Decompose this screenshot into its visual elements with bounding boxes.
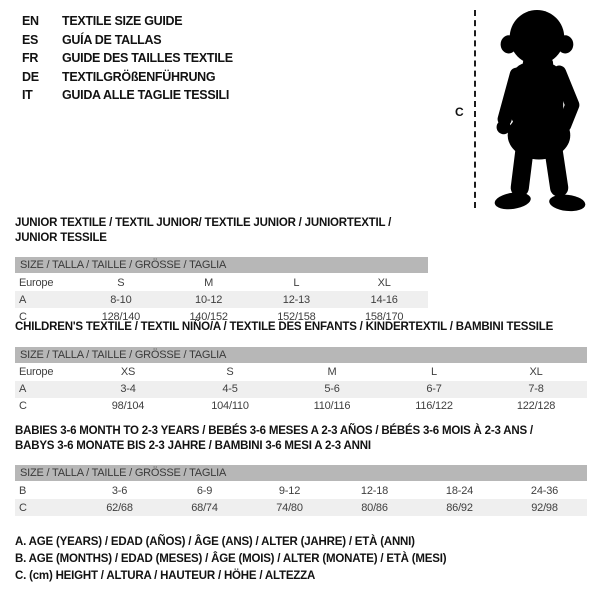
lang-title: GUÍA DE TALLAS (62, 32, 162, 47)
language-title-block (22, 12, 233, 105)
size-cell: 12-18 (360, 484, 389, 497)
row-label: C (19, 501, 27, 514)
baby-silhouette-icon (484, 6, 598, 214)
size-cell: 92/98 (531, 501, 558, 514)
size-cell: XL (377, 276, 391, 289)
table-row (15, 274, 428, 291)
lang-title: GUIDE DES TAILLES TEXTILE (62, 51, 233, 66)
size-cell: 86/92 (446, 501, 473, 514)
size-cell: 3-4 (120, 383, 136, 395)
size-cell: L (293, 276, 300, 289)
lang-title: TEXTILGRÖßENFÜHRUNG (62, 69, 216, 84)
size-cell: 62/68 (106, 501, 133, 514)
lang-title: GUIDA ALLE TAGLIE TESSILI (62, 88, 230, 103)
table-title: CHILDREN'S TEXTILE / TEXTIL NIÑO/A / TEXTILE DES ENFANTS / KINDERTEXTIL / BAMBINI TESSILE (15, 321, 554, 333)
table-title: BABIES 3-6 MONTH TO 2-3 YEARS / BEBÉS 3-6 MESES A 2-3 AÑOS / BÉBÉS 3-6 MOIS À 2-3 ANS / BABYS 3-6 MONATE BIS 2-3 JAHRE / BAMBINI 3-6 MESI A 2-3 ANNI (15, 425, 533, 452)
size-cell: 5-6 (324, 383, 340, 395)
legend-notes (15, 534, 446, 585)
height-dashed-line-icon (474, 10, 476, 208)
children-size-table (15, 364, 587, 415)
table-row (15, 499, 587, 516)
lang-code: EN (22, 14, 39, 29)
lang-code: DE (22, 69, 39, 84)
note-age-months: B. AGE (MONTHS) / EDAD (MESES) / ÂGE (MOIS) / ALTER (MONATE) / ETÀ (MESI) (15, 553, 447, 565)
lang-row-fr (22, 49, 233, 68)
size-cell: 18-24 (445, 484, 474, 497)
size-cell: M (204, 276, 214, 289)
lang-row-de (22, 68, 233, 87)
note-height-cm: C. (cm) HEIGHT / ALTURA / HAUTEUR / HÖHE / ALTEZZA (15, 570, 316, 582)
size-cell: 68/74 (191, 501, 218, 514)
size-cell: 3-6 (111, 484, 128, 497)
size-header-bar: SIZE / TALLA / TAILLE / GRÖSSE / TAGLIA (15, 347, 587, 363)
size-cell: L (431, 366, 437, 378)
size-cell: 110/116 (313, 400, 351, 412)
size-cell: 14-16 (370, 293, 398, 306)
size-cell: XL (529, 366, 543, 378)
table-row (15, 398, 587, 415)
size-header-bar: SIZE / TALLA / TAILLE / GRÖSSE / TAGLIA (15, 257, 428, 273)
size-cell: 9-12 (278, 484, 301, 497)
note-age-years: A. AGE (YEARS) / EDAD (AÑOS) / ÂGE (ANS) / ALTER (JAHRE) / ETÀ (ANNI) (15, 536, 415, 548)
size-cell: 10-12 (195, 293, 223, 306)
row-label: A (19, 383, 27, 395)
row-label: B (19, 484, 27, 497)
junior-textile-section (15, 216, 428, 325)
size-cell: 12-13 (282, 293, 310, 306)
table-row (15, 364, 587, 381)
children-textile-section (15, 320, 587, 415)
row-label: Europe (19, 276, 54, 289)
size-cell: 152/158 (277, 310, 316, 323)
row-label: C (19, 310, 27, 323)
babies-size-table (15, 482, 587, 516)
table-title: JUNIOR TEXTILE / TEXTIL JUNIOR/ TEXTILE JUNIOR / JUNIORTEXTIL / JUNIOR TESSILE (15, 217, 392, 244)
size-cell: 128/140 (101, 310, 141, 323)
lang-code: IT (22, 88, 33, 103)
row-label: Europe (19, 366, 54, 378)
lang-row-en (22, 12, 233, 31)
size-cell: XS (120, 366, 136, 378)
size-cell: 6-9 (196, 484, 213, 497)
height-c-label: C (455, 105, 464, 119)
size-cell: 98/104 (111, 400, 145, 412)
size-header-bar: SIZE / TALLA / TAILLE / GRÖSSE / TAGLIA (15, 465, 587, 481)
lang-code: ES (22, 32, 39, 47)
size-cell: 122/128 (516, 400, 556, 412)
table-row (15, 381, 587, 398)
size-cell: 80/86 (361, 501, 388, 514)
size-cell: 116/122 (415, 400, 453, 412)
size-cell: 4-5 (222, 383, 238, 395)
size-cell: 7-8 (528, 383, 544, 395)
size-cell: 6-7 (426, 383, 442, 395)
size-cell: 24-36 (530, 484, 559, 497)
baby-height-figure (448, 4, 600, 216)
size-cell: 104/110 (211, 400, 249, 412)
size-cell: M (327, 366, 337, 378)
table-row (15, 291, 428, 308)
size-cell: 8-10 (110, 293, 132, 306)
lang-row-es (22, 31, 233, 50)
size-cell: 158/170 (364, 310, 404, 323)
lang-title: TEXTILE SIZE GUIDE (62, 14, 183, 29)
row-label: A (19, 293, 27, 306)
size-cell: 140/152 (189, 310, 228, 323)
table-row (15, 482, 587, 499)
lang-row-it (22, 86, 233, 105)
size-cell: 74/80 (276, 501, 303, 514)
lang-code: FR (22, 51, 39, 66)
size-cell: S (117, 276, 125, 289)
row-label: C (19, 400, 27, 412)
junior-size-table (15, 274, 428, 325)
size-cell: S (226, 366, 234, 378)
babies-textile-section (15, 424, 587, 516)
